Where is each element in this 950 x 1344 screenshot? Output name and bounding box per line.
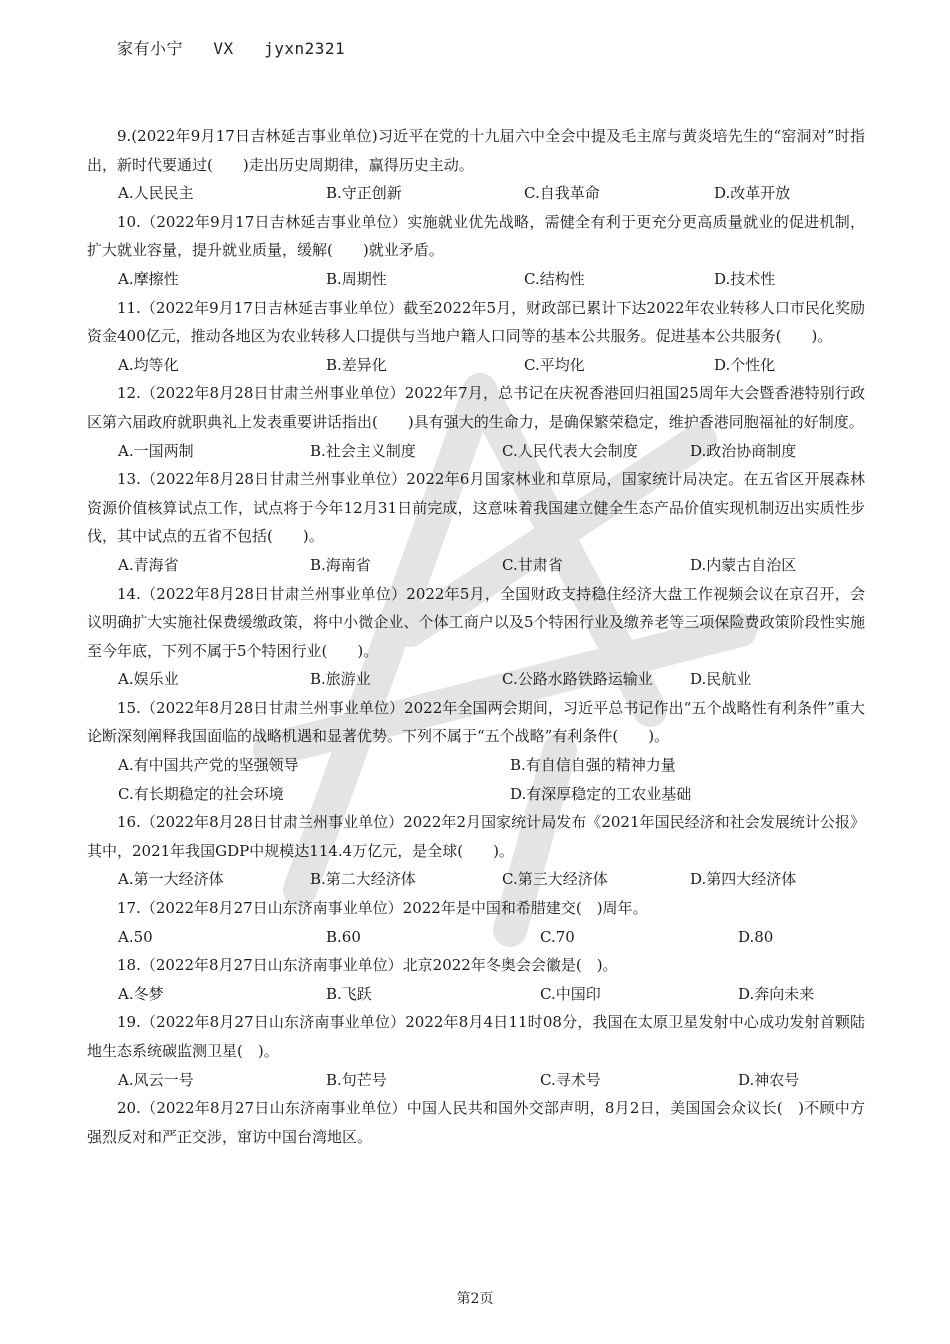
options-15-row-1 — [87, 751, 865, 780]
option-d: D.第四大经济体 — [690, 870, 797, 889]
options-17 — [87, 923, 865, 952]
question-13: 13.（2022年8月28日甘肃兰州事业单位）2022年6月国家林业和草原局，国家统计局决定。在五省区开展森林资源价值核算试点工作，试点将于今年12月31日前完成，这意味着我国建立健全生态产品价值实现机制迈出实质性步伐，其中试点的五省不包括( )。 — [87, 470, 865, 546]
question-9: 9.(2022年9月17日吉林延吉事业单位)习近平在党的十九届六中全会中提及毛主席与黄炎培先生的“窑洞对”时指出，新时代要通过( )走出历史周期律，赢得历史主动。 — [87, 127, 865, 174]
question-10: 10.（2022年9月17日吉林延吉事业单位）实施就业优先战略，需健全有利于更充分更高质量就业的促进机制，扩大就业容量，提升就业质量，缓解( )就业矛盾。 — [87, 212, 865, 260]
question-17: 17.（2022年8月27日山东济南事业单位）2022年是中国和希腊建交( )周年。 — [117, 899, 648, 918]
option-d: D.内蒙古自治区 — [690, 555, 797, 574]
option-b: B.差异化 — [326, 355, 387, 374]
question-18: 18.（2022年8月27日山东济南事业单位）北京2022年冬奥会会徽是( )。 — [117, 956, 618, 975]
options-10 — [87, 265, 865, 294]
question-14: 14.（2022年8月28日甘肃兰州事业单位）2022年5月，全国财政支持稳住经济大盘工作视频会议在京召开，会议明确扩大实施社保费缓缴政策，将中小微企业、个体工商户以及5个特困行业及缴养老等三项保险费政策阶段性实施至今年底，下列不属于5个特困行业( )。 — [87, 584, 865, 660]
option-c: C.有长期稳定的社会环境 — [118, 784, 284, 803]
option-c: C.第三大经济体 — [502, 870, 608, 889]
option-c: C.人民代表大会制度 — [502, 441, 638, 460]
options-9 — [87, 179, 865, 208]
question-20: 20.（2022年8月27日山东济南事业单位）中国人民共和国外交部声明，8月2日，美国国会众议长( )不顾中方强烈反对和严正交涉，窜访中国台湾地区。 — [87, 1099, 865, 1146]
options-14 — [87, 665, 865, 694]
option-a: A.有中国共产党的坚强领导 — [118, 756, 299, 775]
option-c: C.寻术号 — [540, 1070, 601, 1089]
option-b: B.社会主义制度 — [310, 441, 416, 460]
options-16 — [87, 865, 865, 894]
question-15: 15.（2022年8月28日甘肃兰州事业单位）2022年全国两会期间，习近平总书记作出“五个战略性有利条件”重大论断深刻阐释我国面临的战略机遇和显著优势。下列不属于“五个战略”有利条件( )。 — [87, 698, 865, 746]
option-d: D.个性化 — [714, 355, 776, 374]
option-d: D.政治协商制度 — [690, 441, 797, 460]
option-a: A.一国两制 — [118, 441, 194, 460]
option-a: A.娱乐业 — [118, 670, 179, 689]
option-c: C.中国印 — [540, 984, 601, 1003]
option-a: A.第一大经济体 — [118, 870, 224, 889]
options-19 — [87, 1066, 865, 1095]
option-d: D.奔向未来 — [738, 984, 815, 1003]
option-b: B.有自信自强的精神力量 — [510, 756, 676, 775]
option-c: C.公路水路铁路运输业 — [502, 670, 653, 689]
question-12: 12.（2022年8月28日甘肃兰州事业单位）2022年7月，总书记在庆祝香港回归祖国25周年大会暨香港特别行政区第六届政府就职典礼上发表重要讲话指出( )具有强大的生命力，是确保繁荣稳定，维护香港同胞福祉的好制度。 — [87, 384, 865, 431]
option-d: D.80 — [738, 927, 774, 946]
option-a: A.青海省 — [118, 555, 179, 574]
question-list — [87, 122, 865, 1151]
option-d: D.民航业 — [690, 670, 752, 689]
option-a: A.人民民主 — [118, 184, 194, 203]
option-a: A.均等化 — [118, 355, 179, 374]
options-18 — [87, 980, 865, 1009]
option-b: B.句芒号 — [326, 1070, 387, 1089]
page-number: 第2页 — [456, 1291, 494, 1307]
options-12 — [87, 437, 865, 466]
option-b: B.周期性 — [326, 269, 387, 288]
option-c: C.结构性 — [524, 269, 585, 288]
option-c: C.自我革命 — [524, 184, 600, 203]
option-d: D.改革开放 — [714, 184, 791, 203]
header-watermark-text: 家有小宁 VX jyxn2321 — [117, 39, 346, 58]
options-13 — [87, 551, 865, 580]
option-a: A.风云一号 — [118, 1070, 194, 1089]
option-a: A.摩擦性 — [118, 269, 179, 288]
option-b: B.旅游业 — [310, 670, 371, 689]
option-a: A.冬梦 — [118, 984, 164, 1003]
options-15-row-2 — [87, 780, 865, 809]
option-d: D.有深厚稳定的工农业基础 — [510, 784, 692, 803]
option-c: C.70 — [540, 927, 575, 946]
option-c: C.甘肃省 — [502, 555, 563, 574]
option-a: A.50 — [118, 927, 153, 946]
option-b: B.第二大经济体 — [310, 870, 416, 889]
option-b: B.60 — [326, 927, 361, 946]
option-b: B.海南省 — [310, 555, 371, 574]
options-11 — [87, 351, 865, 380]
option-b: B.守正创新 — [326, 184, 402, 203]
question-19: 19.（2022年8月27日山东济南事业单位）2022年8月4日11时08分，我国在太原卫星发射中心成功发射首颗陆地生态系统碳监测卫星( )。 — [87, 1013, 865, 1060]
option-d: D.技术性 — [714, 269, 776, 288]
question-16: 16.（2022年8月28日甘肃兰州事业单位）2022年2月国家统计局发布《2021年国民经济和社会发展统计公报》其中，2021年我国GDP中规模达114.4万亿元，是全球( )。 — [87, 813, 865, 860]
question-11: 11.（2022年9月17日吉林延吉事业单位）截至2022年5月，财政部已累计下达2022年农业转移人口市民化奖励资金400亿元，推动各地区为农业转移人口提供与当地户籍人口同等的基本公共服务。促进基本公共服务( )。 — [87, 298, 865, 346]
option-d: D.神农号 — [738, 1070, 800, 1089]
option-c: C.平均化 — [524, 355, 585, 374]
option-b: B.飞跃 — [326, 984, 372, 1003]
